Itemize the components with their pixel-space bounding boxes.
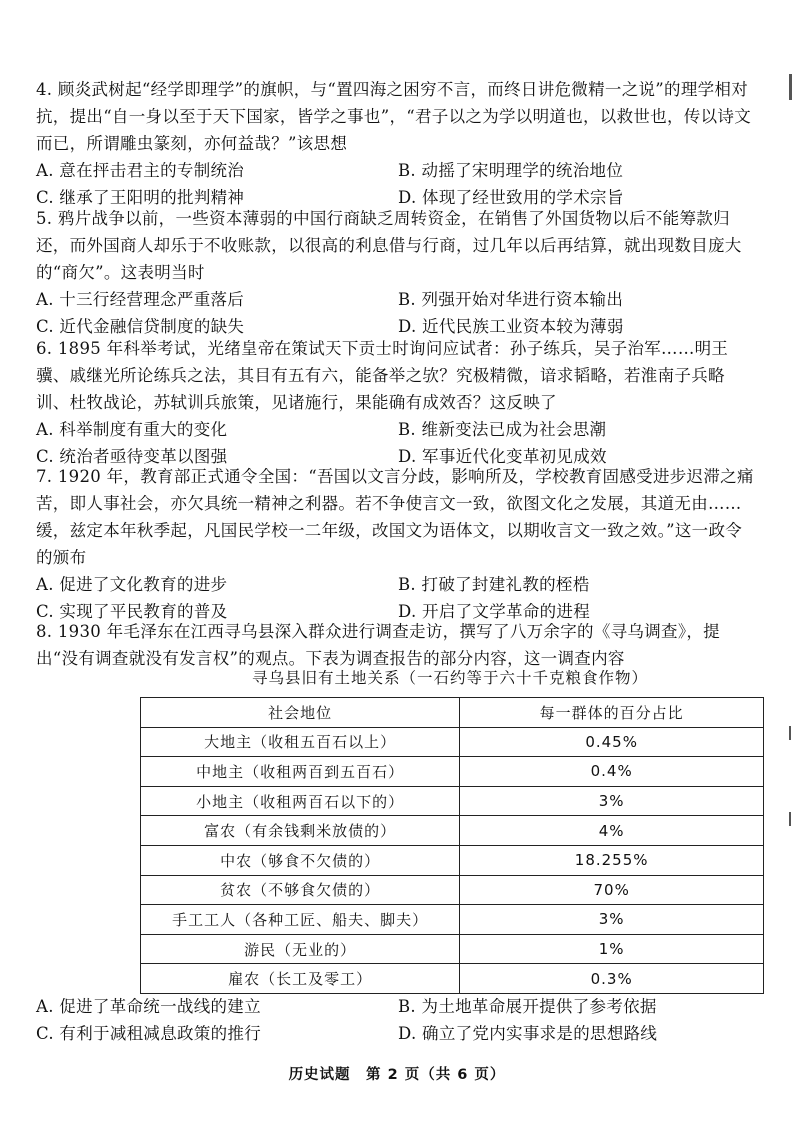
cell-percentage: 0.3% xyxy=(460,964,764,994)
table-row xyxy=(141,727,764,757)
cell-social-status: 中农（够食不欠债的） xyxy=(141,845,460,875)
option-a[interactable]: A. 十三行经营理念严重落后 xyxy=(36,290,245,309)
cell-social-status: 手工工人（各种工匠、船夫、脚夫） xyxy=(141,905,460,935)
options xyxy=(36,993,758,1047)
cell-social-status: 小地主（收租两百石以下的） xyxy=(141,786,460,816)
cell-social-status: 大地主（收租五百石以上） xyxy=(141,727,460,757)
table-header-row xyxy=(141,698,764,728)
option-a[interactable]: A. 科举制度有重大的变化 xyxy=(36,420,228,439)
option-c[interactable]: C. 近代金融信贷制度的缺失 xyxy=(36,317,245,336)
option-b[interactable]: B. 动摇了宋明理学的统治地位 xyxy=(398,161,624,180)
table-caption: 寻乌县旧有土地关系（一石约等于六十千克粮食作物） xyxy=(251,669,648,687)
options xyxy=(36,286,758,340)
column-header-social-status: 社会地位 xyxy=(141,698,460,728)
column-header-percentage: 每一群体的百分占比 xyxy=(460,698,764,728)
cell-social-status: 雇农（长工及零工） xyxy=(141,964,460,994)
cell-percentage: 1% xyxy=(460,934,764,964)
question-stem: 5. 鸦片战争以前，一些资本薄弱的中国行商缺乏周转资金，在销售了外国货物以后不能筹款归还，而外国商人却乐于不收账款，以很高的利息借与行商，过几年以后再结算，就出现数目庞大的“商欠”。这表明当时 xyxy=(36,209,742,282)
cell-percentage: 4% xyxy=(460,816,764,846)
options xyxy=(36,416,758,470)
question-stem: 8. 1930 年毛泽东在江西寻乌县深入群众进行调查走访，撰写了八万余字的《寻乌调查》，提出“没有调查就没有发言权”的观点。下表为调查报告的部分内容，这一调查内容 xyxy=(36,622,720,668)
option-a[interactable]: A. 意在抨击君主的专制统治 xyxy=(36,161,245,180)
cell-social-status: 富农（有余钱剩米放债的） xyxy=(141,816,460,846)
table-row xyxy=(141,875,764,905)
option-d[interactable]: D. 确立了党内实事求是的思想路线 xyxy=(398,1024,658,1043)
option-d[interactable]: D. 军事近代化变革初见成效 xyxy=(398,447,607,466)
cell-social-status: 贫农（不够食欠债的） xyxy=(141,875,460,905)
options xyxy=(36,571,758,625)
option-d[interactable]: D. 近代民族工业资本较为薄弱 xyxy=(398,317,624,336)
option-b[interactable]: B. 维新变法已成为社会思潮 xyxy=(398,420,607,439)
page-footer: 历史试题 第 2 页（共 6 页） xyxy=(288,1067,506,1083)
option-c[interactable]: C. 有利于减租减息政策的推行 xyxy=(36,1024,262,1043)
cell-social-status: 中地主（收租两百到五百石） xyxy=(141,757,460,787)
cell-percentage: 3% xyxy=(460,905,764,935)
cell-percentage: 70% xyxy=(460,875,764,905)
table-row xyxy=(141,934,764,964)
question-stem: 6. 1895 年科举考试，光绪皇帝在策试天下贡士时询问应试者：孙子练兵，吴子治军……明王骥、戚继光所论练兵之法，其目有五有六，能备举之欤？究极精微，谙求韬略，若淮南子兵略训、杜牧战论，苏轼训兵旅策，见诸施行，果能确有成效否？这反映了 xyxy=(36,339,729,412)
table-row xyxy=(141,816,764,846)
option-d[interactable]: D. 开启了文学革命的进程 xyxy=(398,602,591,621)
option-c[interactable]: C. 继承了王阳明的批判精神 xyxy=(36,188,245,207)
option-d[interactable]: D. 体现了经世致用的学术宗旨 xyxy=(398,188,624,207)
option-a[interactable]: A. 促进了文化教育的进步 xyxy=(36,575,228,594)
question-stem: 4. 顾炎武树起“经学即理学”的旗帜，与“置四海之困穷不言，而终日讲危微精一之说”的理学相对抗，提出“自一身以至于天下国家，皆学之事也”，“君子以之为学以明道也，以救世也，传以诗文而已，所谓雕虫篆刻，亦何益哉？”该思想 xyxy=(36,80,752,153)
question-4 xyxy=(36,76,758,211)
land-relations-table xyxy=(140,697,764,994)
option-a[interactable]: A. 促进了革命统一战线的建立 xyxy=(36,997,261,1016)
question-6 xyxy=(36,335,758,470)
table-row xyxy=(141,905,764,935)
cell-percentage: 0.45% xyxy=(460,727,764,757)
question-stem: 7. 1920 年，教育部正式通令全国：“吾国以文言分歧，影响所及，学校教育固感受进步迟滞之痛苦，即人事社会，亦欠具统一精神之利器。若不争使言文一致，欲图文化之发展，其道无由……缓，兹定本年秋季起，凡国民学校一二年级，改国文为语体文，以期收言文一致之效。”这一政令的颁布 xyxy=(36,467,754,567)
option-c[interactable]: C. 实现了平民教育的普及 xyxy=(36,602,228,621)
question-8-options xyxy=(36,993,758,1047)
scan-edge-mark xyxy=(789,74,792,100)
table-row xyxy=(141,786,764,816)
table-row xyxy=(141,757,764,787)
option-b[interactable]: B. 列强开始对华进行资本输出 xyxy=(398,290,624,309)
option-c[interactable]: C. 统治者亟待变革以图强 xyxy=(36,447,228,466)
options xyxy=(36,157,758,211)
table-row xyxy=(141,845,764,875)
cell-social-status: 游民（无业的） xyxy=(141,934,460,964)
question-7 xyxy=(36,463,758,625)
option-b[interactable]: B. 打破了封建礼教的桎梏 xyxy=(398,575,590,594)
table-row xyxy=(141,964,764,994)
cell-percentage: 3% xyxy=(460,786,764,816)
cell-percentage: 18.255% xyxy=(460,845,764,875)
cell-percentage: 0.4% xyxy=(460,757,764,787)
scan-edge-mark xyxy=(789,812,791,826)
scan-edge-mark xyxy=(789,726,791,740)
option-b[interactable]: B. 为土地革命展开提供了参考依据 xyxy=(398,997,657,1016)
question-5 xyxy=(36,205,758,340)
question-8 xyxy=(36,618,758,672)
